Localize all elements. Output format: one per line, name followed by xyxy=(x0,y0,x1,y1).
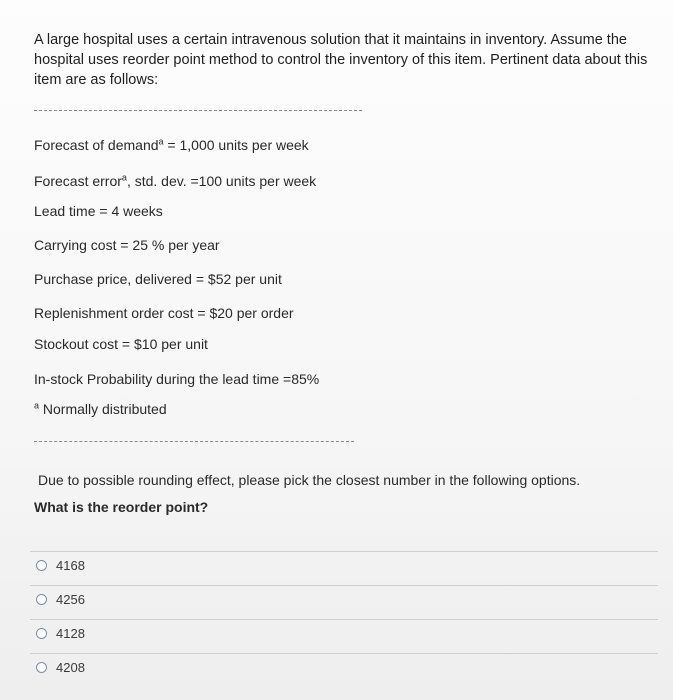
radio-button-icon[interactable] xyxy=(36,662,47,673)
data-line-carrying-cost: Carrying cost = 25 % per year xyxy=(34,237,220,253)
data-line-demand: Forecast of demand$^a$ = 1,000 units per week xyxy=(34,136,309,153)
answer-option-4[interactable] xyxy=(36,656,85,678)
option-separator xyxy=(30,585,658,586)
radio-button-icon[interactable] xyxy=(36,560,47,571)
answer-option-label: 4208 xyxy=(56,659,85,675)
answer-option-label: 4168 xyxy=(56,557,85,573)
data-line-replenishment-cost: Replenishment order cost = $20 per order xyxy=(34,305,294,321)
radio-button-icon[interactable] xyxy=(36,628,47,639)
data-line-purchase-price: Purchase price, delivered = $52 per unit xyxy=(34,271,282,287)
footnote-normally-distributed: $^a$ Normally distributed xyxy=(34,400,167,417)
question-prompt: What is the reorder point? xyxy=(34,499,209,515)
answer-option-label: 4128 xyxy=(56,625,85,641)
divider-bottom xyxy=(34,441,354,442)
answer-option-2[interactable] xyxy=(36,588,85,610)
divider-top xyxy=(34,110,362,111)
radio-button-icon[interactable] xyxy=(36,594,47,605)
data-line-in-stock-probability: In-stock Probability during the lead time =85% xyxy=(34,371,320,387)
rounding-instruction: Due to possible rounding effect, please pick the closest number in the following options. xyxy=(38,472,581,488)
data-line-stockout-cost: Stockout cost = $10 per unit xyxy=(34,336,208,352)
option-separator xyxy=(30,619,658,620)
data-line-lead-time: Lead time = 4 weeks xyxy=(34,203,163,219)
answer-option-label: 4256 xyxy=(56,591,85,607)
answer-option-1[interactable] xyxy=(36,554,85,576)
data-line-forecast-error: Forecast error$^a$, std. dev. =100 units per week xyxy=(34,172,317,189)
answer-option-3[interactable] xyxy=(36,622,85,644)
problem-intro: A large hospital uses a certain intravenous solution that it maintains in inventory. Assume the hospital uses reorder point method to control the inventory of this item. Pertinent data about this item are as follows: xyxy=(34,32,648,88)
option-separator xyxy=(30,653,658,654)
option-separator xyxy=(30,551,658,552)
